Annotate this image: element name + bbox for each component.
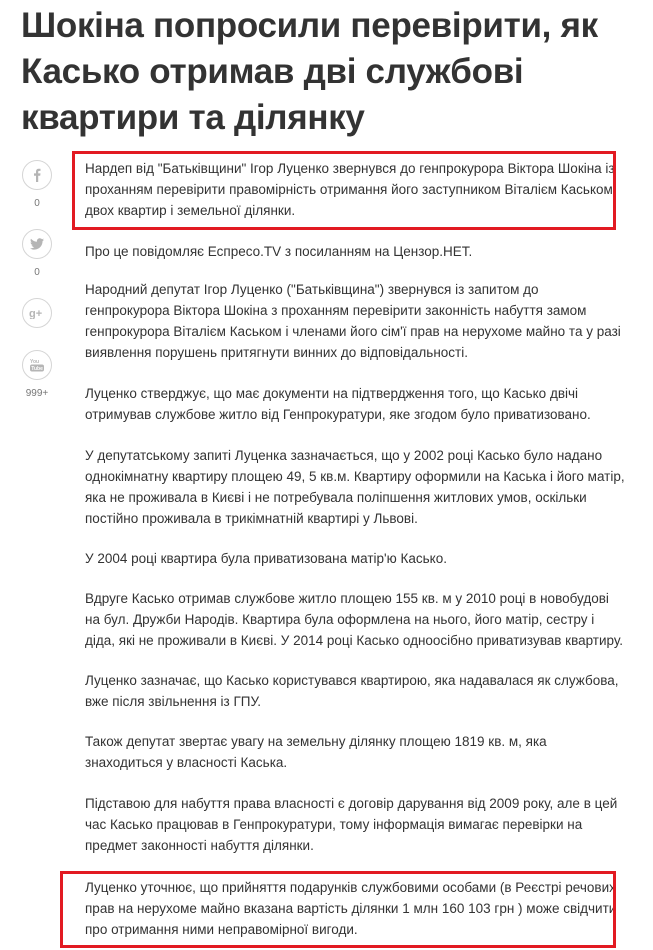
svg-text:g+: g+ [29, 308, 43, 319]
article-paragraph: Луценко зазначає, що Касько користувався квартирою, яка надавалася як службова, вже після звільнення із ГПУ. [85, 673, 619, 709]
article-lead-paragraph: Нардеп від "Батьківщини" Ігор Луценко звернувся до генпрокурора Віктора Шокіна із проханням перевірити правомірність отримання його заступником Віталієм Каськом двох квартир і земельної ділянки. [85, 161, 615, 218]
twitter-icon [22, 229, 52, 259]
facebook-share-button[interactable] [19, 160, 55, 211]
article-paragraph: У депутатському запиті Луценка зазначається, що у 2002 році Касько було надано однокімнатну квартиру площею 49, 5 кв.м. Квартиру оформили на Каська і його матір, яка не проживала в Києві і не потребувала поліпшення житлових умов, оскільки постійно проживала в трикімнатній квартирі у Львові. [85, 448, 625, 526]
article-title: Шокіна попросили перевірити, як Касько отримав дві службові квартири та ділянку [21, 6, 598, 137]
article-paragraph: Луценко стверджує, що має документи на підтвердження того, що Касько двічі отримував службове житло від Генпрокуратури, яке згодом було приватизовано. [85, 386, 591, 422]
article-paragraph: Вдруге Касько отримав службове житло площею 155 кв. м у 2010 році в новобудові на бул. Дружби Народів. Квартира була оформлена на нього, його матір, сестру і діда, які не проживали в Києві. У 2014 році Касько одноосібно приватизував квартиру. [85, 591, 624, 648]
article-body [85, 158, 625, 940]
article-paragraph: Підставою для набуття права власності є договір дарування від 2009 року, але в цей час Касько працював в Генпрокуратури, тому інформація вимагає перевірки на предмет законності набуття ділянки. [85, 796, 618, 853]
article-paragraph: Народний депутат Ігор Луценко ("Батьківщина") звернувся із запитом до генпрокурора Віктора Шокіна з проханням перевірити законність набуття замом генпрокурора Віталієм Каськом і членами його сім'ї прав на нерухоме майно та у разі виявлення порушень притягнути винних до відповідальності. [85, 282, 621, 360]
article-paragraph: Про це повідомляє Еспресо.TV з посиланням на Цензор.НЕТ. [85, 244, 473, 259]
google-plus-icon [22, 298, 52, 328]
youtube-share-button[interactable] [19, 350, 55, 401]
svg-text:Tube: Tube [31, 366, 43, 372]
article-paragraph: У 2004 році квартира була приватизована матір'ю Касько. [85, 551, 447, 566]
twitter-share-count: 0 [34, 267, 40, 278]
article-paragraph: Також депутат звертає увагу на земельну ділянку площею 1819 кв. м, яка знаходиться у власності Каська. [85, 734, 547, 770]
youtube-count: 999+ [25, 388, 49, 399]
facebook-share-count: 0 [34, 198, 40, 209]
google-plus-share-button[interactable] [19, 298, 55, 328]
article-closing-paragraph: Луценко уточнює, що прийняття подарунків службовими особами (в Реєстрі речових прав на нерухоме майно вказана вартість ділянки 1 млн 160 103 грн ) може свідчити про отримання ними неправомірної вигоди. [85, 880, 617, 937]
svg-text:You: You [30, 359, 40, 365]
youtube-icon [22, 350, 52, 380]
twitter-share-button[interactable] [19, 229, 55, 280]
social-share-bar [19, 160, 55, 419]
facebook-icon [22, 160, 52, 190]
